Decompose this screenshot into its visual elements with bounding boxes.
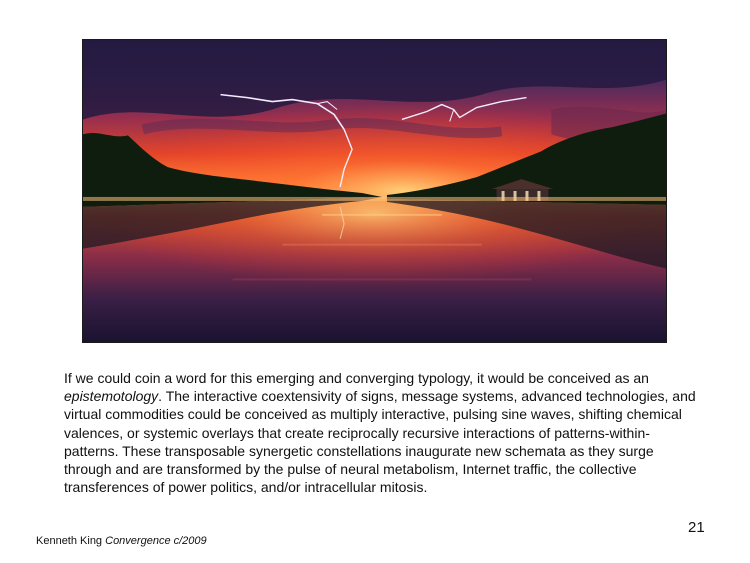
page-number: 21 xyxy=(688,519,705,536)
body-text-part1: If we could coin a word for this emerging and converging typology, it would be conceived as an xyxy=(64,370,649,386)
body-paragraph xyxy=(64,369,704,496)
footer-credit xyxy=(36,535,207,547)
body-text-emphasis: epistemotology xyxy=(64,388,159,405)
sunset-lightning-photo xyxy=(82,39,667,343)
footer-author: Kenneth King xyxy=(36,535,106,547)
footer-title: Convergence c/2009 xyxy=(105,535,207,547)
photo-illustration xyxy=(83,40,666,342)
body-text-part2: . The interactive coextensivity of signs, message systems, advanced technologies, and virtual commodities could be conceived as multiply interactive, pulsing sine waves, shifting chemical valences, or systemic overlays that create reciprocally recursive interactions of patterns-within-patterns. These transposable synergetic constellations inaugurate new schemata as they surge through and are transformed by the pulse of neural metabolism, Internet traffic, the collective transferences of power politics, and/or intracellular mitosis. xyxy=(64,388,696,496)
